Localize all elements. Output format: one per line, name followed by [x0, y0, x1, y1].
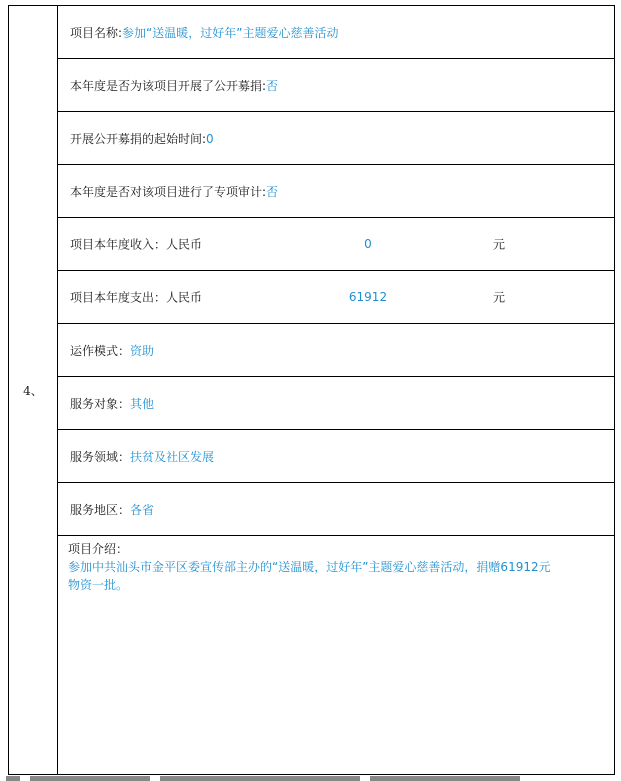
expense-label: 项目本年度支出：人民币 — [70, 290, 203, 305]
expense-unit: 元 — [493, 290, 506, 305]
operation-mode-row — [58, 324, 615, 377]
service-region-row — [58, 483, 615, 536]
special-audit-value: 否 — [266, 184, 279, 199]
service-target-row — [58, 377, 615, 430]
service-target-label: 服务对象： — [70, 396, 131, 411]
next-page-cutoff — [0, 776, 621, 781]
item-number: 4、 — [9, 6, 58, 775]
project-name-row — [58, 6, 615, 59]
project-intro-cell — [58, 536, 615, 775]
service-field-row — [58, 430, 615, 483]
public-fundraising-row — [58, 59, 615, 112]
project-intro-label: 项目介绍： — [68, 542, 129, 556]
fundraising-start-value: 0 — [206, 131, 214, 146]
special-audit-row — [58, 165, 615, 218]
public-fundraising-value: 否 — [266, 78, 279, 93]
service-field-value: 扶贫及社区发展 — [130, 449, 215, 464]
service-region-value: 各省 — [130, 502, 155, 517]
expense-row — [58, 271, 615, 324]
project-intro-line2: 物资一批。 — [68, 578, 129, 592]
project-name-label: 项目名称: — [70, 25, 123, 40]
income-row — [58, 218, 615, 271]
project-name-value: 参加“送温暖，过好年”主题爱心慈善活动 — [122, 25, 339, 40]
expense-amount: 61912 — [348, 290, 388, 304]
fundraising-start-label: 开展公开募捐的起始时间: — [70, 131, 207, 146]
service-field-label: 服务领域： — [70, 449, 131, 464]
operation-mode-value: 资助 — [130, 343, 155, 358]
project-intro-line1: 参加中共汕头市金平区委宣传部主办的“送温暖，过好年”主题爱心慈善活动，捐赠61912元 — [68, 560, 551, 574]
income-amount: 0 — [364, 237, 372, 251]
income-label: 项目本年度收入：人民币 — [70, 237, 203, 252]
income-unit: 元 — [493, 237, 506, 252]
service-region-label: 服务地区： — [70, 502, 131, 517]
fundraising-start-row — [58, 112, 615, 165]
project-table — [8, 5, 615, 775]
operation-mode-label: 运作模式： — [70, 343, 131, 358]
special-audit-label: 本年度是否对该项目进行了专项审计: — [70, 184, 267, 199]
public-fundraising-label: 本年度是否为该项目开展了公开募捐: — [70, 78, 267, 93]
service-target-value: 其他 — [130, 396, 155, 411]
